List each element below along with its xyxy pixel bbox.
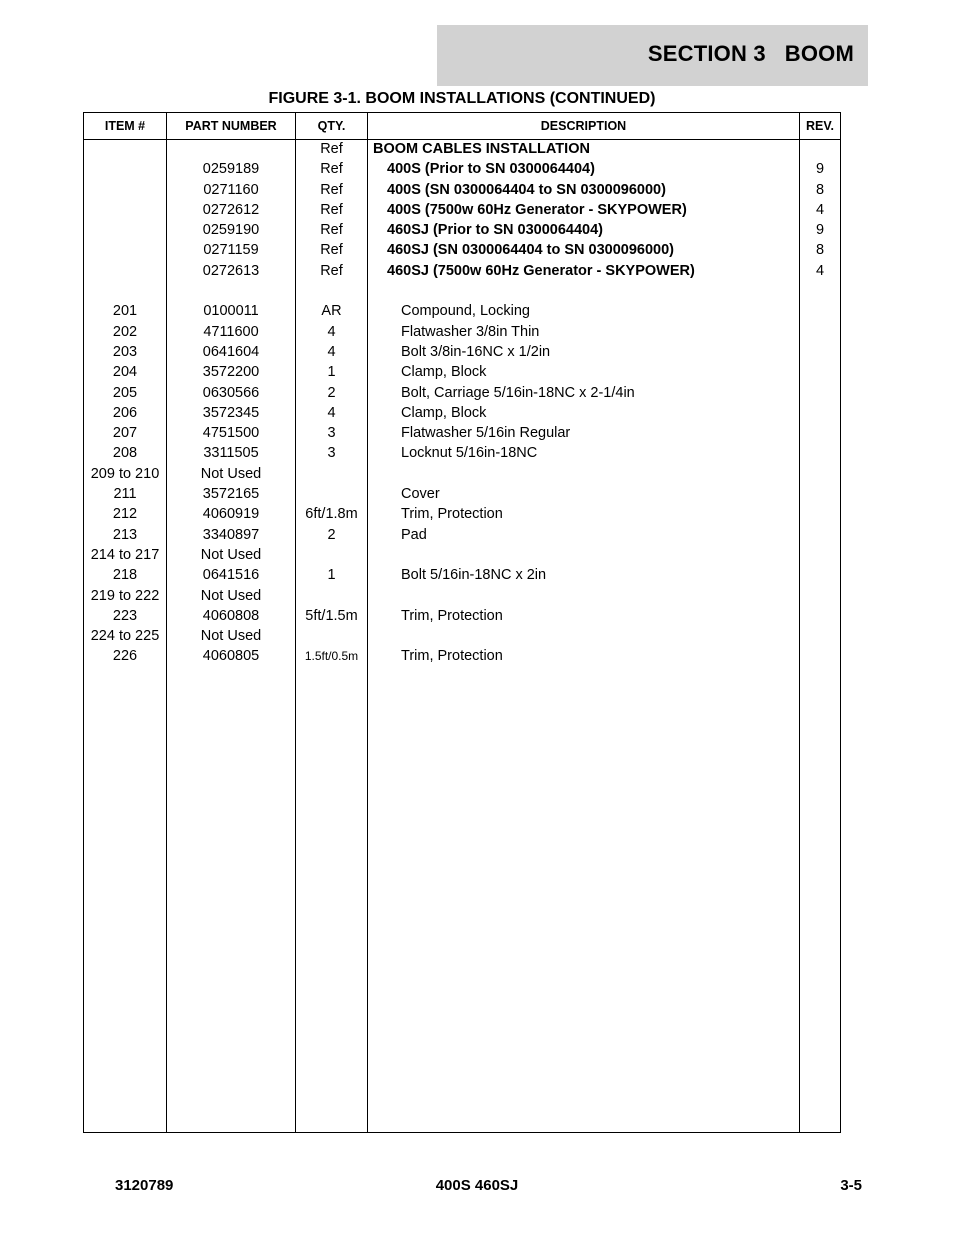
qty-cell: [296, 281, 367, 301]
table-row: [84, 464, 840, 484]
rev-cell: [800, 403, 840, 423]
part-number-cell: 3572200: [202, 364, 260, 381]
part-number-cell: 4060805: [202, 648, 260, 665]
part-number-cell: Not Used: [200, 546, 262, 563]
rev-cell: 8: [815, 242, 825, 259]
qty-cell: Ref: [320, 262, 343, 279]
item-cell: 209 to 210: [90, 465, 160, 482]
table-row: [84, 443, 840, 463]
parts-table: [83, 112, 841, 1133]
section-title: SECTION 3 BOOM: [647, 41, 854, 66]
qty-cell: Ref: [320, 161, 343, 178]
description-cell: [368, 545, 831, 565]
table-row: [84, 200, 840, 220]
qty-cell: 4: [327, 343, 336, 360]
description-cell: [368, 626, 831, 646]
table-row: [84, 545, 840, 565]
table-row: [84, 220, 840, 240]
rev-cell: [800, 586, 840, 606]
part-number-cell: 4060808: [202, 607, 260, 624]
description-cell: BOOM CABLES INSTALLATION: [373, 141, 590, 157]
qty-cell: Ref: [320, 141, 343, 157]
qty-cell: Ref: [320, 181, 343, 198]
rev-cell: 4: [815, 201, 825, 218]
description-cell: Bolt, Carriage 5/16in-18NC x 2-1/4in: [401, 384, 635, 401]
qty-cell: [296, 545, 367, 565]
table-row: [84, 504, 840, 524]
item-cell: 214 to 217: [90, 546, 160, 563]
description-cell: Flatwasher 5/16in Regular: [401, 425, 571, 442]
table-body: [84, 139, 840, 667]
description-cell: [368, 281, 831, 301]
item-cell: [84, 261, 166, 281]
description-cell: Cover: [401, 486, 440, 503]
item-cell: 212: [112, 506, 138, 523]
item-cell: 206: [112, 404, 138, 421]
qty-cell: [296, 464, 367, 484]
rev-cell: [800, 443, 840, 463]
part-number-cell: 0100011: [203, 303, 259, 320]
part-number-cell: 0259189: [202, 161, 260, 178]
part-number-cell: 4060919: [202, 506, 260, 523]
part-number-cell: 0630566: [202, 384, 260, 401]
rev-cell: [800, 606, 840, 626]
item-cell: [84, 281, 166, 301]
item-cell: [84, 240, 166, 260]
part-number-cell: 4751500: [202, 425, 260, 442]
part-number-cell: 0641604: [202, 343, 260, 360]
part-number-cell: Not Used: [200, 587, 262, 604]
qty-cell: 1: [327, 364, 336, 381]
table-row: [84, 565, 840, 585]
table-row: [84, 322, 840, 342]
qty-cell: [296, 626, 367, 646]
table-row: [84, 383, 840, 403]
qty-cell: Ref: [320, 222, 343, 239]
qty-cell: 4: [327, 404, 336, 421]
item-cell: [84, 220, 166, 240]
table-row: [84, 240, 840, 260]
item-cell: 203: [112, 343, 138, 360]
part-number-cell: Not Used: [200, 465, 262, 482]
rev-cell: [800, 646, 840, 666]
rev-cell: [800, 565, 840, 585]
table-row: [84, 423, 840, 443]
qty-cell: 6ft/1.8m: [305, 506, 358, 523]
qty-cell: Ref: [320, 201, 343, 218]
table-row: [84, 261, 840, 281]
figure-title: FIGURE 3-1. BOOM INSTALLATIONS (CONTINUED): [268, 90, 656, 107]
rev-cell: 9: [815, 161, 825, 178]
part-number-cell: 0259190: [202, 222, 260, 239]
qty-cell: 3: [327, 445, 336, 462]
item-cell: [84, 139, 166, 159]
table-row: [84, 139, 840, 159]
description-cell: Bolt 5/16in-18NC x 2in: [401, 567, 547, 584]
column-header-item: ITEM #: [104, 119, 146, 133]
rev-cell: [800, 484, 840, 504]
part-number-cell: 0641516: [202, 567, 260, 584]
qty-cell: [296, 586, 367, 606]
qty-cell: [296, 484, 367, 504]
description-cell: 400S (7500w 60Hz Generator - SKYPOWER): [387, 201, 687, 218]
column-header-part-number: PART NUMBER: [185, 119, 277, 133]
description-cell: 460SJ (7500w 60Hz Generator - SKYPOWER): [387, 262, 695, 279]
rev-cell: [800, 301, 840, 321]
description-cell: 400S (SN 0300064404 to SN 0300096000): [387, 181, 666, 198]
item-cell: [84, 180, 166, 200]
table-row: [84, 342, 840, 362]
table-row: [84, 403, 840, 423]
item-cell: 213: [112, 526, 138, 543]
rev-cell: [800, 322, 840, 342]
footer-page-number: 3-5: [840, 1177, 862, 1194]
description-cell: Trim, Protection: [401, 607, 503, 624]
table-row: [84, 159, 840, 179]
part-number-cell: 3340897: [202, 526, 260, 543]
rev-cell: [800, 139, 840, 159]
item-cell: 201: [112, 303, 138, 320]
footer-doc-number: 3120789: [115, 1177, 174, 1194]
rev-cell: [800, 504, 840, 524]
column-header-qty: QTY.: [317, 119, 346, 133]
rev-cell: [800, 362, 840, 382]
table-row: [84, 525, 840, 545]
footer-model: 400S 460SJ: [435, 1177, 519, 1194]
table-row: [84, 281, 840, 301]
description-cell: [368, 586, 831, 606]
description-cell: 460SJ (Prior to SN 0300064404): [387, 222, 604, 239]
qty-cell: 1.5ft/0.5m: [304, 649, 359, 664]
rev-cell: [800, 545, 840, 565]
table-row: [84, 606, 840, 626]
table-row: [84, 586, 840, 606]
part-number-cell: [167, 139, 295, 159]
description-cell: Bolt 3/8in-16NC x 1/2in: [401, 343, 551, 360]
qty-cell: Ref: [320, 242, 343, 259]
item-cell: 226: [112, 648, 138, 665]
description-cell: 460SJ (SN 0300064404 to SN 0300096000): [387, 242, 674, 259]
part-number-cell: 0272613: [202, 262, 260, 279]
item-cell: 219 to 222: [90, 587, 160, 604]
rev-cell: 9: [815, 222, 825, 239]
item-cell: 208: [112, 445, 138, 462]
column-header-description: DESCRIPTION: [540, 119, 627, 133]
table-row: [84, 362, 840, 382]
rev-cell: [800, 626, 840, 646]
part-number-cell: 3572345: [202, 404, 260, 421]
item-cell: 224 to 225: [90, 628, 160, 645]
rev-cell: [800, 525, 840, 545]
qty-cell: 4: [327, 323, 336, 340]
description-cell: Compound, Locking: [401, 303, 530, 320]
description-cell: Trim, Protection: [401, 506, 503, 523]
description-cell: Trim, Protection: [401, 648, 503, 665]
rev-cell: [800, 342, 840, 362]
description-cell: 400S (Prior to SN 0300064404): [387, 161, 595, 178]
rev-cell: [800, 464, 840, 484]
item-cell: [84, 159, 166, 179]
qty-cell: 3: [327, 425, 336, 442]
rev-cell: [800, 423, 840, 443]
description-cell: Pad: [401, 526, 427, 543]
part-number-cell: 0271159: [203, 242, 259, 259]
item-cell: 211: [113, 486, 137, 503]
rev-cell: 4: [815, 262, 825, 279]
part-number-cell: 4711600: [203, 323, 259, 340]
description-cell: Clamp, Block: [401, 364, 487, 381]
item-cell: 202: [112, 323, 138, 340]
item-cell: 223: [112, 607, 138, 624]
description-cell: Clamp, Block: [401, 404, 487, 421]
description-cell: Locknut 5/16in-18NC: [401, 445, 538, 462]
column-header-rev: REV.: [805, 119, 835, 133]
part-number-cell: 0271160: [203, 181, 259, 198]
section-header: [437, 25, 868, 86]
table-row: [84, 626, 840, 646]
part-number-cell: [167, 281, 295, 301]
table-row: [84, 301, 840, 321]
table-row: [84, 484, 840, 504]
table-row: [84, 646, 840, 666]
part-number-cell: 3311505: [203, 445, 259, 462]
part-number-cell: 0272612: [202, 201, 260, 218]
item-cell: 204: [112, 364, 138, 381]
rev-cell: 8: [815, 181, 825, 198]
qty-cell: AR: [321, 303, 342, 320]
qty-cell: 1: [327, 567, 336, 584]
rev-cell: [800, 281, 840, 301]
qty-cell: 2: [327, 384, 336, 401]
description-cell: Flatwasher 3/8in Thin: [401, 323, 540, 340]
item-cell: 205: [112, 384, 138, 401]
part-number-cell: 3572165: [202, 486, 260, 503]
qty-cell: 2: [327, 526, 336, 543]
part-number-cell: Not Used: [200, 628, 262, 645]
rev-cell: [800, 383, 840, 403]
table-row: [84, 180, 840, 200]
item-cell: [84, 200, 166, 220]
description-cell: [368, 464, 831, 484]
item-cell: 207: [112, 425, 138, 442]
qty-cell: 5ft/1.5m: [305, 607, 358, 624]
item-cell: 218: [112, 567, 138, 584]
